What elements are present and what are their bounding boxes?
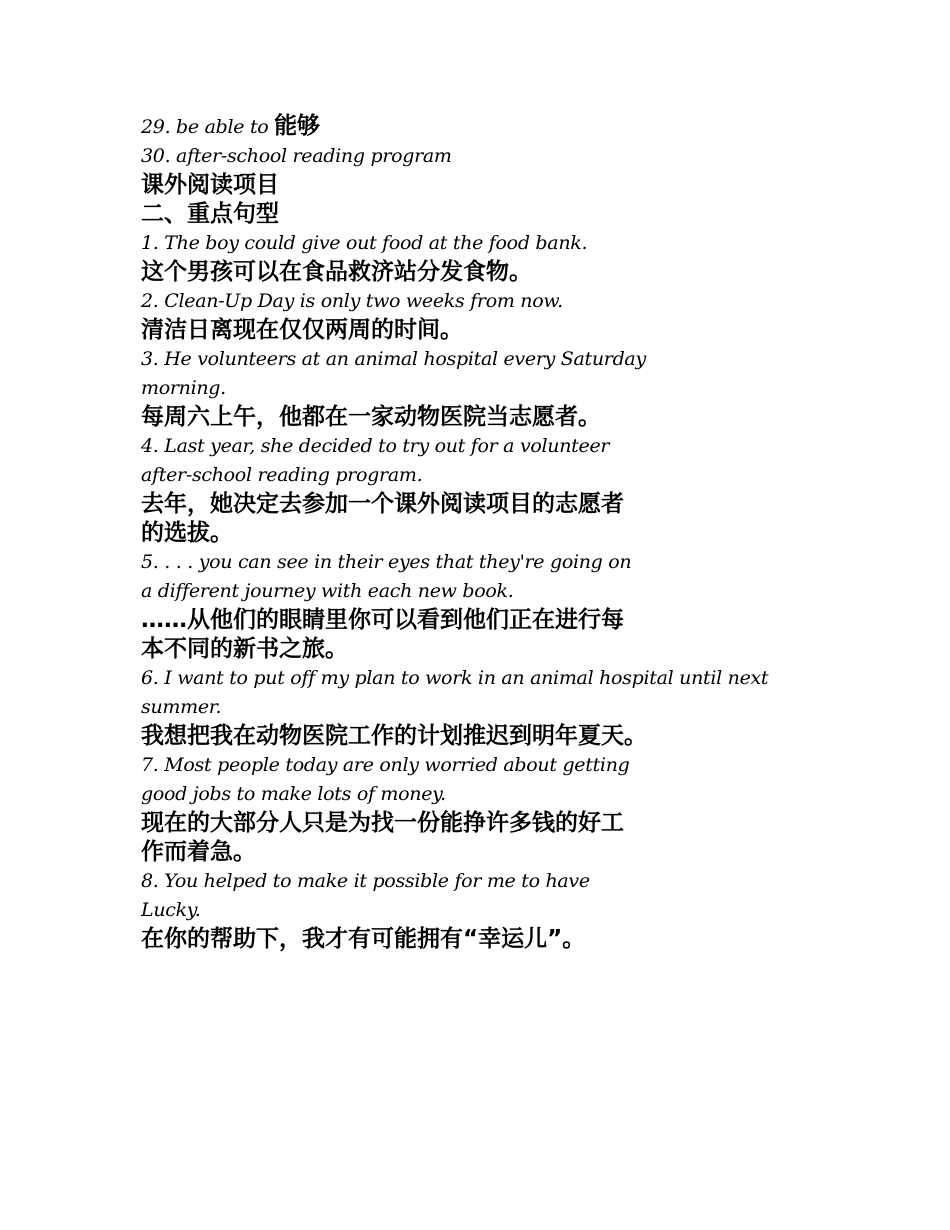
sentence-zh-line: 在你的帮助下，我才有可能拥有“幸运儿”。	[141, 926, 586, 952]
document-content	[141, 112, 781, 954]
section-title: 二、重点句型	[141, 201, 279, 227]
vocab-item-29-zh: 能够	[274, 113, 320, 139]
sentence-2	[141, 287, 781, 345]
sentence-en-line: good jobs to make lots of money.	[141, 783, 446, 805]
sentence-zh-line: 我想把我在动物医院工作的计划推迟到明年夏天。	[141, 723, 647, 749]
sentence-4	[141, 432, 781, 548]
sentence-7	[141, 751, 781, 867]
sentence-8	[141, 867, 781, 954]
sentence-en-line: 6. I want to put off my plan to work in an animal hospital until next	[141, 667, 769, 689]
sentence-en-line: a different journey with each new book.	[141, 580, 514, 602]
sentence-en-line: 8. You helped to make it possible for me to have	[141, 870, 590, 892]
sentence-en-line: morning.	[141, 377, 226, 399]
vocab-item-30-zh: 课外阅读项目	[141, 172, 279, 198]
sentence-zh-line: ……从他们的眼睛里你可以看到他们正在进行每	[141, 607, 624, 633]
sentence-zh-line: 每周六上午，他都在一家动物医院当志愿者。	[141, 404, 601, 430]
sentence-3	[141, 345, 781, 432]
sentence-zh-line: 清洁日离现在仅仅两周的时间。	[141, 317, 463, 343]
sentence-zh-line: 本不同的新书之旅。	[141, 636, 348, 662]
sentence-en-line: 7. Most people today are only worried about getting	[141, 754, 630, 776]
sentence-en-line: 4. Last year, she decided to try out for a volunteer	[141, 435, 610, 457]
sentence-1	[141, 229, 781, 287]
sentence-en-line: 2. Clean-Up Day is only two weeks from now.	[141, 290, 563, 312]
sentence-en-line: Lucky.	[141, 899, 201, 921]
vocab-item-29-en: 29. be able to	[141, 116, 275, 138]
vocab-item-30-en: 30. after-school reading program	[141, 145, 452, 167]
sentence-en-line: after-school reading program.	[141, 464, 423, 486]
sentence-zh-line: 作而着急。	[141, 839, 256, 865]
sentence-zh-line: 这个男孩可以在食品救济站分发食物。	[141, 259, 532, 285]
sentence-en-line: 3. He volunteers at an animal hospital every Saturday	[141, 348, 646, 370]
sentence-en-line: 1. The boy could give out food at the food bank.	[141, 232, 588, 254]
sentence-zh-line: 现在的大部分人只是为找一份能挣许多钱的好工	[141, 810, 624, 836]
sentence-5	[141, 548, 781, 664]
sentence-zh-line: 去年，她决定去参加一个课外阅读项目的志愿者	[141, 491, 624, 517]
sentence-zh-line: 的选拔。	[141, 520, 233, 546]
sentence-en-line: 5. . . . you can see in their eyes that they're going on	[141, 551, 632, 573]
sentence-6	[141, 664, 781, 751]
vocab-item-29	[141, 112, 781, 142]
sentence-en-line: summer.	[141, 696, 222, 718]
